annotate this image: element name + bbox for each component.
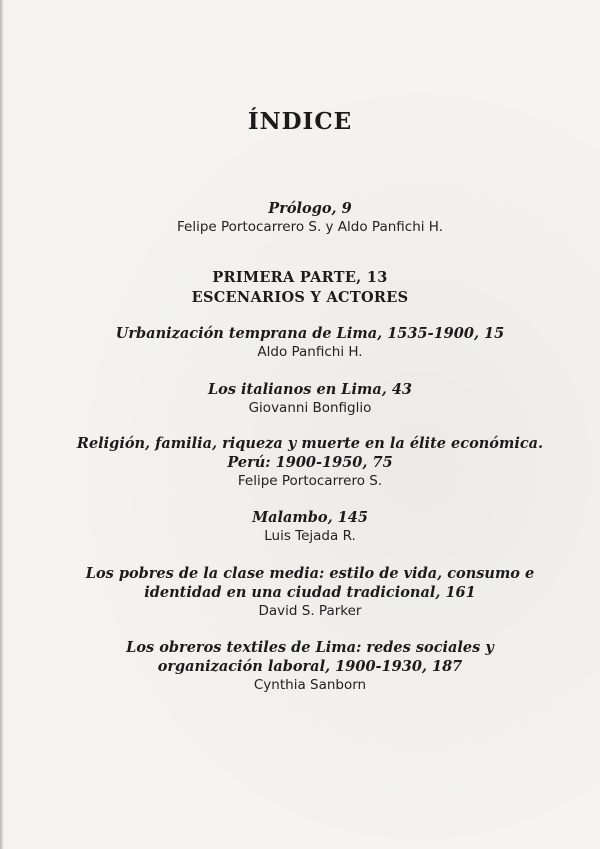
toc-entry-author: Felipe Portocarrero S. y Aldo Panfichi H. bbox=[176, 219, 444, 235]
toc-entry bbox=[40, 324, 580, 361]
toc-entry-author: Felipe Portocarrero S. bbox=[237, 473, 383, 489]
toc-entry-title: Los obreros textiles de Lima: redes sociales y bbox=[126, 639, 494, 656]
toc-entry-title: organización laboral, 1900-1930, 187 bbox=[157, 658, 463, 675]
toc-entry bbox=[40, 508, 580, 545]
toc-entry-title: identidad en una ciudad tradicional, 161 bbox=[144, 584, 476, 601]
part-subtitle: ESCENARIOS Y ACTORES bbox=[191, 289, 409, 306]
page-title: ÍNDICE bbox=[247, 108, 353, 135]
toc-entry-title: Perú: 1900-1950, 75 bbox=[227, 454, 393, 471]
part-heading bbox=[0, 268, 600, 308]
toc-entry-prologue bbox=[40, 199, 580, 236]
toc-entry-title: Los pobres de la clase media: estilo de vida, consumo e bbox=[85, 565, 535, 582]
toc-entry-title: Malambo, 145 bbox=[252, 509, 368, 526]
toc-entry bbox=[40, 564, 580, 620]
toc-entry-title: Los italianos en Lima, 43 bbox=[207, 381, 413, 398]
toc-entry-author: Aldo Panfichi H. bbox=[257, 344, 363, 360]
toc-entry bbox=[40, 434, 580, 490]
toc-entry bbox=[40, 638, 580, 694]
toc-entry-author: David S. Parker bbox=[258, 603, 362, 619]
toc-entry-author: Cynthia Sanborn bbox=[253, 677, 367, 693]
toc-entry bbox=[40, 380, 580, 417]
part-number: PRIMERA PARTE, 13 bbox=[212, 269, 388, 286]
toc-entry-title: Prólogo, 9 bbox=[268, 200, 352, 217]
toc-entry-author: Giovanni Bonfiglio bbox=[248, 400, 372, 416]
toc-entry-author: Luis Tejada R. bbox=[264, 528, 356, 544]
toc-entry-title: Religión, familia, riqueza y muerte en la élite económica. bbox=[76, 435, 544, 452]
toc-entry-title: Urbanización temprana de Lima, 1535-1900, 15 bbox=[115, 325, 505, 342]
